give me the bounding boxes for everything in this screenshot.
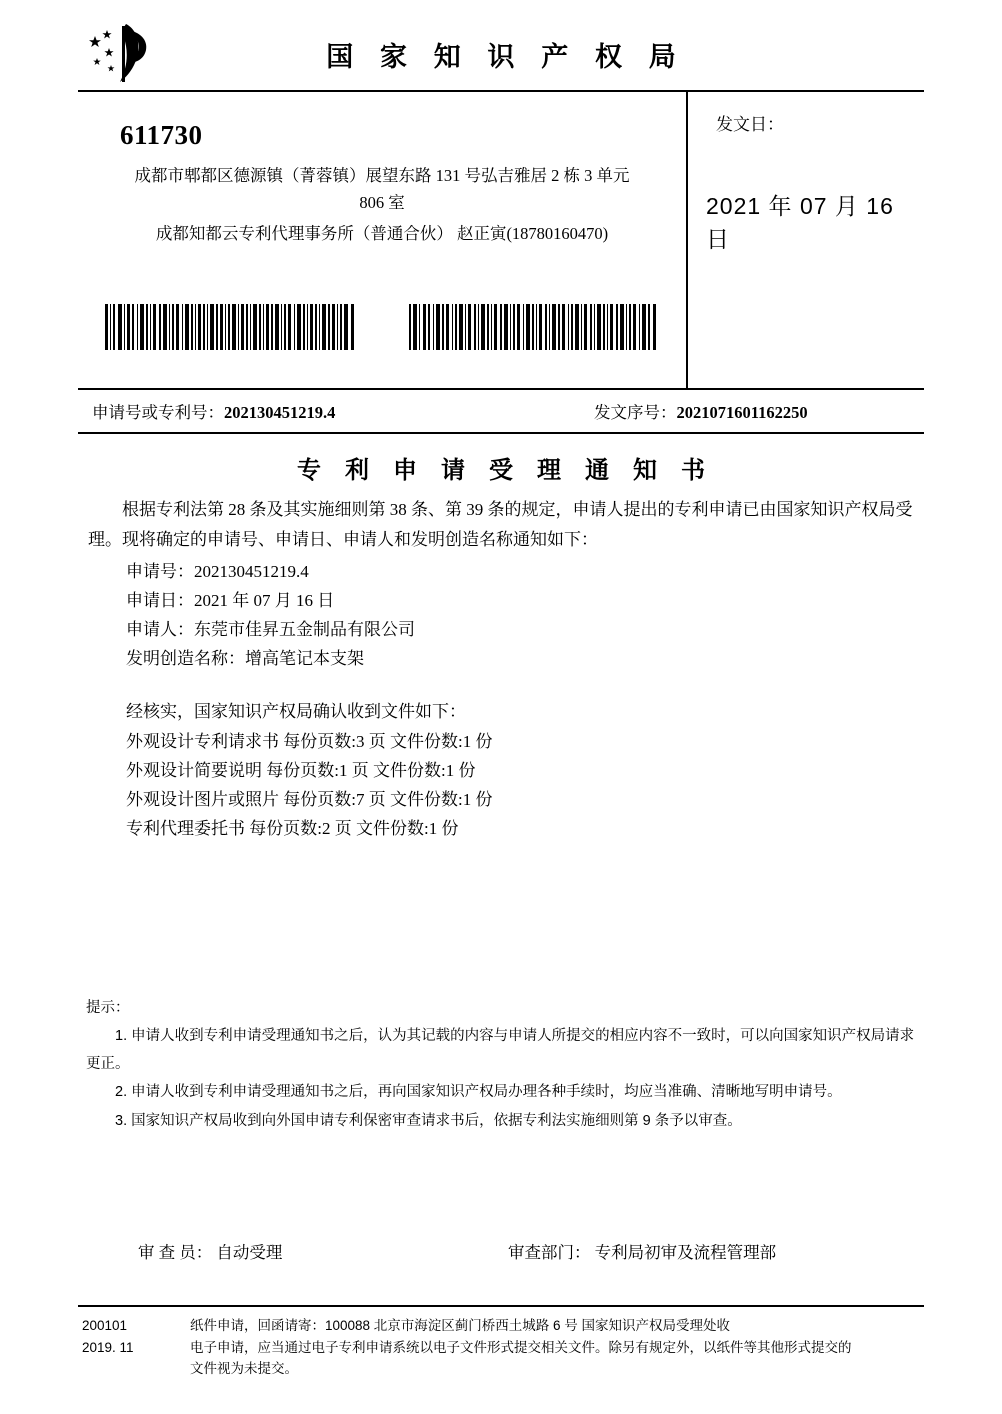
application-number-value: 202130451219.4 <box>224 403 336 422</box>
footer-code-2: 2019. 11 <box>82 1339 134 1355</box>
examiner-block <box>138 1239 508 1263</box>
page-title: 国 家 知 识 产 权 局 <box>326 41 686 72</box>
recipient-agency: 成都知都云专利代理事务所（普通合伙） 赵正寅(18780160470) <box>155 224 609 244</box>
files-header: 经核实，国家知识产权局确认收到文件如下： <box>126 702 466 722</box>
footer-code-1: 200101 <box>82 1317 128 1333</box>
received-files-list <box>88 727 918 844</box>
cnipa-emblem-icon <box>86 22 170 84</box>
footer-line-2: 电子申请，应当通过电子专利申请系统以电子文件形式提交相关文件。除另有规定外，以纸件等其他形式提交的 <box>190 1339 852 1355</box>
list-item: 专利代理委托书 每份页数:2 页 文件份数:1 份 <box>126 819 459 839</box>
document-footer <box>78 1305 924 1380</box>
list-item: 外观设计简要说明 每份页数:1 页 文件份数:1 份 <box>126 760 476 780</box>
tips-item-1: 1. 申请人收到专利申请受理通知书之后，认为其记载的内容与申请人所提交的相应内容不一致时，可以向国家知识产权局请求更正。 <box>86 1027 915 1073</box>
signature-row <box>78 1239 924 1263</box>
numbers-row <box>78 390 924 434</box>
recipient-address-line-2: 806 室 <box>359 192 405 212</box>
application-number-cell <box>78 399 498 423</box>
footer-codes <box>78 1315 182 1380</box>
recipient-panel <box>78 92 688 388</box>
dispatch-number-value: 2021071601162250 <box>676 403 808 422</box>
files-header-wrap <box>88 697 918 726</box>
dispatch-number-label: 发文序号： <box>594 403 677 422</box>
notice-body <box>78 495 924 844</box>
field-application-number: 申请号：202130451219.4 <box>126 561 309 581</box>
footer-text <box>182 1315 924 1380</box>
field-invention-title: 发明创造名称：增高笔记本支架 <box>126 649 364 669</box>
application-number-label: 申请号或专利号： <box>92 403 224 422</box>
examiner-value: 自动受理 <box>216 1242 283 1262</box>
dispatch-date-panel <box>688 92 924 388</box>
dispatch-date-value: 2021 年 07 月 16 日 <box>706 193 894 252</box>
address-date-block <box>78 92 924 390</box>
list-item: 外观设计专利请求书 每份页数:3 页 文件份数:1 份 <box>126 731 493 751</box>
department-block <box>508 1239 776 1263</box>
dispatch-number-cell <box>498 399 924 423</box>
document-header <box>78 18 924 92</box>
footer-line-1: 纸件申请，回函请寄：100088 北京市海淀区蓟门桥西土城路 6 号 国家知识产权局受理处收 <box>190 1317 731 1333</box>
document-sheet <box>78 18 924 1380</box>
notice-title: 专 利 申 请 受 理 通 知 书 <box>297 458 714 484</box>
field-application-date: 申请日：2021 年 07 月 16 日 <box>126 590 335 610</box>
examiner-label: 审 查 员： <box>138 1242 213 1262</box>
tips-header: 提示： <box>86 999 130 1016</box>
application-fields <box>88 557 918 674</box>
body-spacer <box>88 673 918 695</box>
barcode-group <box>78 304 686 350</box>
barcode-dispatch-number <box>409 304 659 350</box>
field-applicant: 申请人：东莞市佳昇五金制品有限公司 <box>126 619 415 639</box>
tips-item-3: 3. 国家知识产权局收到向外国申请专利保密审查请求书后，依据专利法实施细则第 9 条予以审查。 <box>115 1112 742 1129</box>
tips-section <box>78 994 924 1135</box>
tips-item-2: 2. 申请人收到专利申请受理通知书之后，再向国家知识产权局办理各种手续时，均应当准确、清晰地写明申请号。 <box>115 1084 842 1101</box>
notice-paragraph-1: 根据专利法第 28 条及其实施细则第 38 条、第 39 条的规定，申请人提出的专利申请已由国家知识产权局受理。现将确定的申请号、申请日、申请人和发明创造名称通知如下： <box>88 500 913 549</box>
department-label: 审查部门： <box>508 1242 591 1262</box>
recipient-address-line-1: 成都市郫都区德源镇（菁蓉镇）展望东路 131 号弘吉雅居 2 栋 3 单元 <box>134 166 630 185</box>
footer-line-3: 文件视为未提交。 <box>190 1361 298 1377</box>
barcode-application-number <box>105 304 355 350</box>
department-value: 专利局初审及流程管理部 <box>594 1242 777 1262</box>
list-item: 外观设计图片或照片 每份页数:7 页 文件份数:1 份 <box>126 790 493 810</box>
dispatch-date-label: 发文日： <box>716 115 784 134</box>
serial-number: 611730 <box>120 120 203 150</box>
